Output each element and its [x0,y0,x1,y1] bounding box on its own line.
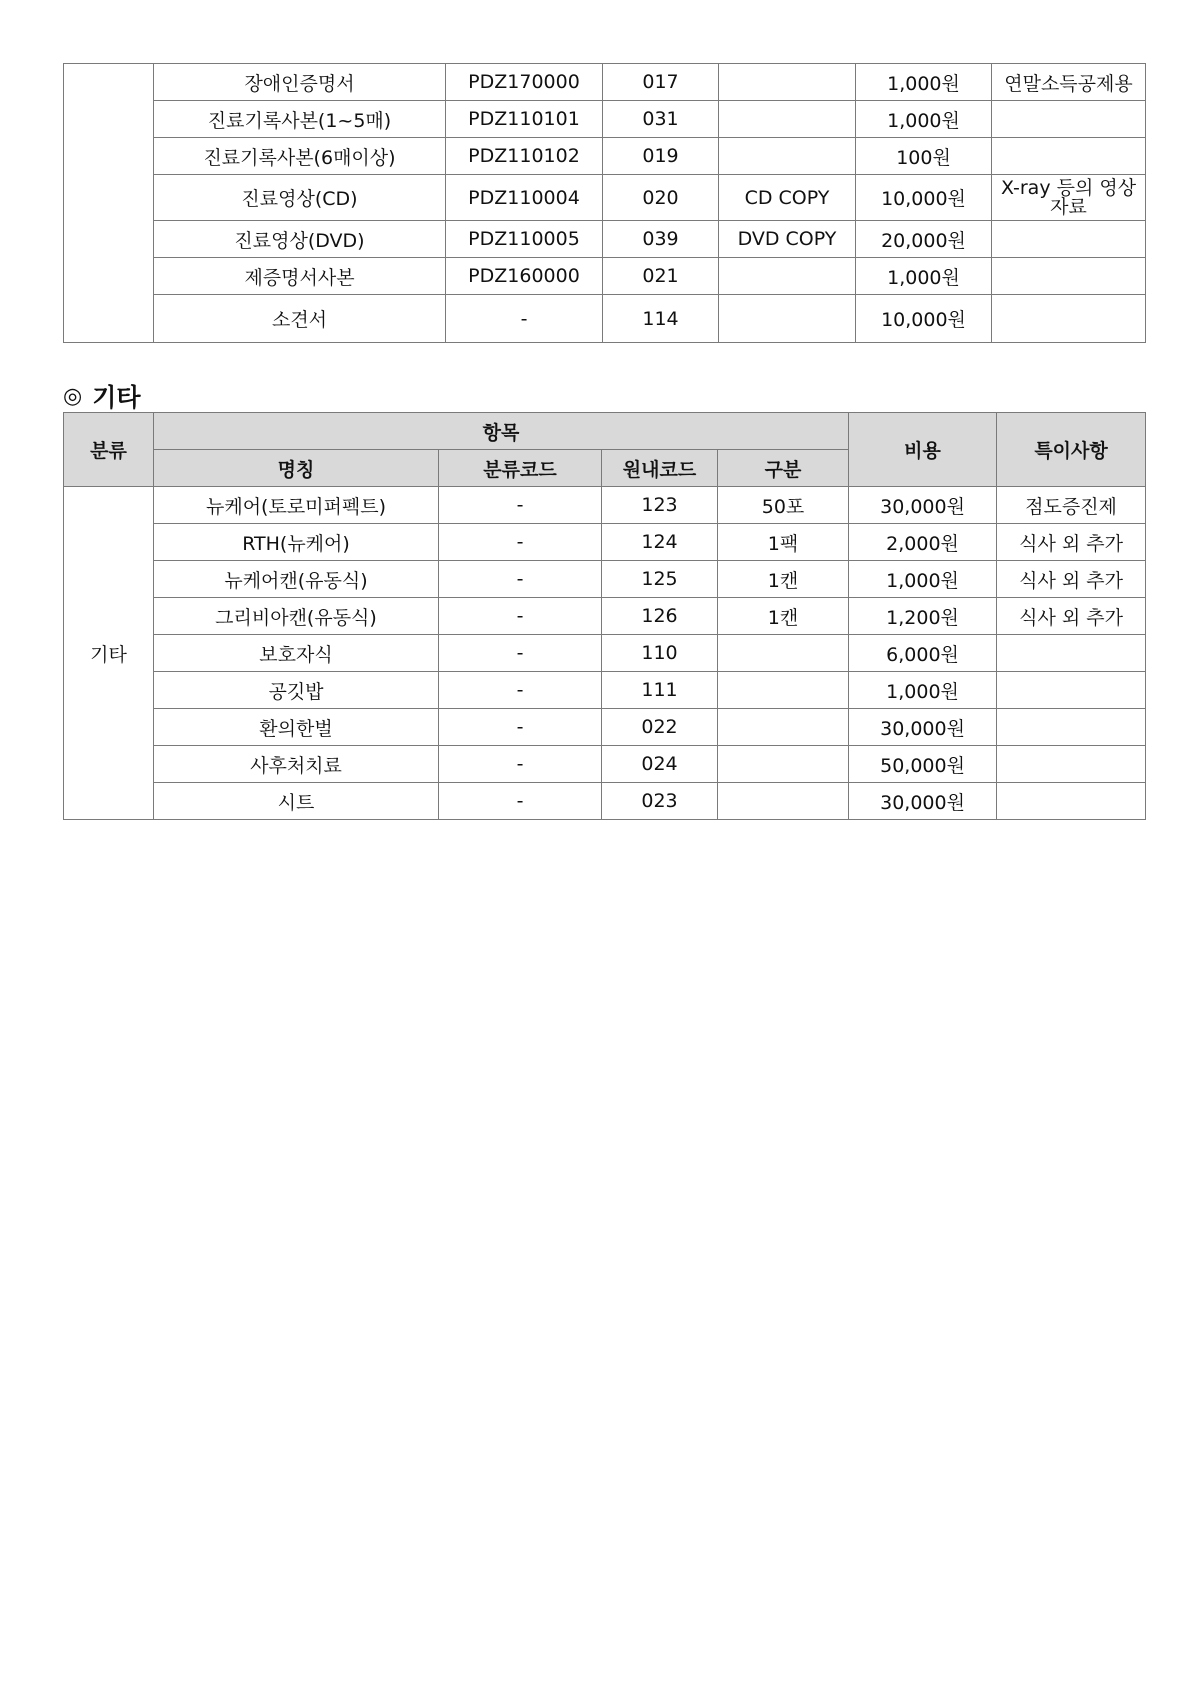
item-cost: 2,000원 [849,524,997,561]
item-note [992,221,1146,258]
item-note: 점도증진제 [997,487,1146,524]
table-row [64,138,1146,175]
internal-code: 022 [602,709,718,746]
item-name: 환의한벌 [154,709,439,746]
internal-code: 023 [602,783,718,820]
section-title: 기타 [92,383,141,412]
class-code: PDZ160000 [446,258,603,295]
class-code: - [439,746,602,783]
table-row [64,258,1146,295]
item-name: 그리비아캔(유동식) [154,598,439,635]
item-cost: 6,000원 [849,635,997,672]
item-name: 공깃밥 [154,672,439,709]
item-note: 식사 외 추가 [997,598,1146,635]
item-name: 사후처치료 [154,746,439,783]
class-code: - [446,295,603,343]
item-cost: 1,000원 [856,64,992,101]
class-code: PDZ170000 [446,64,603,101]
item-type: 1캔 [718,561,849,598]
item-type [718,672,849,709]
item-note [997,746,1146,783]
item-name: RTH(뉴케어) [154,524,439,561]
item-type [719,101,856,138]
item-name: 뉴케어캔(유동식) [154,561,439,598]
table-row [64,175,1146,221]
class-code: - [439,487,602,524]
item-cost: 30,000원 [849,783,997,820]
item-name: 진료영상(CD) [154,175,446,221]
table-row [64,295,1146,343]
item-type [718,709,849,746]
item-cost: 30,000원 [849,709,997,746]
header-item: 항목 [154,413,849,450]
internal-code: 019 [603,138,719,175]
item-cost: 1,000원 [849,672,997,709]
header-category: 분류 [64,413,154,487]
class-code: PDZ110101 [446,101,603,138]
item-type: 1팩 [718,524,849,561]
internal-code: 031 [603,101,719,138]
item-cost: 1,000원 [856,101,992,138]
class-code: - [439,783,602,820]
item-note [992,138,1146,175]
item-note: 식사 외 추가 [997,524,1146,561]
item-cost: 1,200원 [849,598,997,635]
item-type: 1캔 [718,598,849,635]
header-class-code: 분류코드 [439,450,602,487]
item-type [718,635,849,672]
item-name: 보호자식 [154,635,439,672]
category-cell: 기타 [64,487,154,820]
internal-code: 020 [603,175,719,221]
item-note: 연말소득공제용 [992,64,1146,101]
item-name: 진료기록사본(6매이상) [154,138,446,175]
class-code: - [439,598,602,635]
item-note [997,783,1146,820]
item-note [997,672,1146,709]
item-cost: 30,000원 [849,487,997,524]
item-cost: 10,000원 [856,175,992,221]
table-row [64,783,1146,820]
internal-code: 126 [602,598,718,635]
table-row [64,672,1146,709]
internal-code: 125 [602,561,718,598]
item-name: 시트 [154,783,439,820]
header-internal-code: 원내코드 [602,450,718,487]
category-cell-empty [64,64,154,343]
item-name: 진료영상(DVD) [154,221,446,258]
item-note: 식사 외 추가 [997,561,1146,598]
table-row [64,64,1146,101]
class-code: PDZ110004 [446,175,603,221]
item-type [719,138,856,175]
item-type [718,746,849,783]
internal-code: 110 [602,635,718,672]
item-cost: 20,000원 [856,221,992,258]
header-note: 특이사항 [997,413,1146,487]
section-heading-other [63,378,141,414]
class-code: - [439,709,602,746]
table-row [64,635,1146,672]
table-row [64,524,1146,561]
table-row [64,598,1146,635]
class-code: PDZ110102 [446,138,603,175]
item-note [992,258,1146,295]
table-row [64,746,1146,783]
other-fee-table [63,412,1146,820]
item-name: 진료기록사본(1~5매) [154,101,446,138]
item-name: 장애인증명서 [154,64,446,101]
table-row [64,101,1146,138]
item-type [718,783,849,820]
item-type: DVD COPY [719,221,856,258]
item-type [719,258,856,295]
internal-code: 021 [603,258,719,295]
table-row [64,487,1146,524]
item-cost: 50,000원 [849,746,997,783]
table-row [64,221,1146,258]
table-row [64,561,1146,598]
class-code: PDZ110005 [446,221,603,258]
header-type: 구분 [718,450,849,487]
internal-code: 111 [602,672,718,709]
class-code: - [439,672,602,709]
item-type [719,295,856,343]
fee-table-continued [63,63,1146,343]
item-type: CD COPY [719,175,856,221]
internal-code: 039 [603,221,719,258]
item-cost: 10,000원 [856,295,992,343]
item-cost: 1,000원 [849,561,997,598]
header-name: 명칭 [154,450,439,487]
item-cost: 100원 [856,138,992,175]
internal-code: 123 [602,487,718,524]
internal-code: 024 [602,746,718,783]
item-note [992,295,1146,343]
internal-code: 114 [603,295,719,343]
class-code: - [439,561,602,598]
item-note [997,709,1146,746]
item-note: X-ray 등의 영상자료 [992,175,1146,221]
internal-code: 124 [602,524,718,561]
item-name: 뉴케어(토로미퍼펙트) [154,487,439,524]
item-type: 50포 [718,487,849,524]
item-note [992,101,1146,138]
internal-code: 017 [603,64,719,101]
table-row [64,709,1146,746]
class-code: - [439,524,602,561]
item-name: 소견서 [154,295,446,343]
class-code: - [439,635,602,672]
header-cost: 비용 [849,413,997,487]
item-name: 제증명서사본 [154,258,446,295]
item-note [997,635,1146,672]
double-circle-icon: ◎ [63,383,83,409]
item-type [719,64,856,101]
item-cost: 1,000원 [856,258,992,295]
